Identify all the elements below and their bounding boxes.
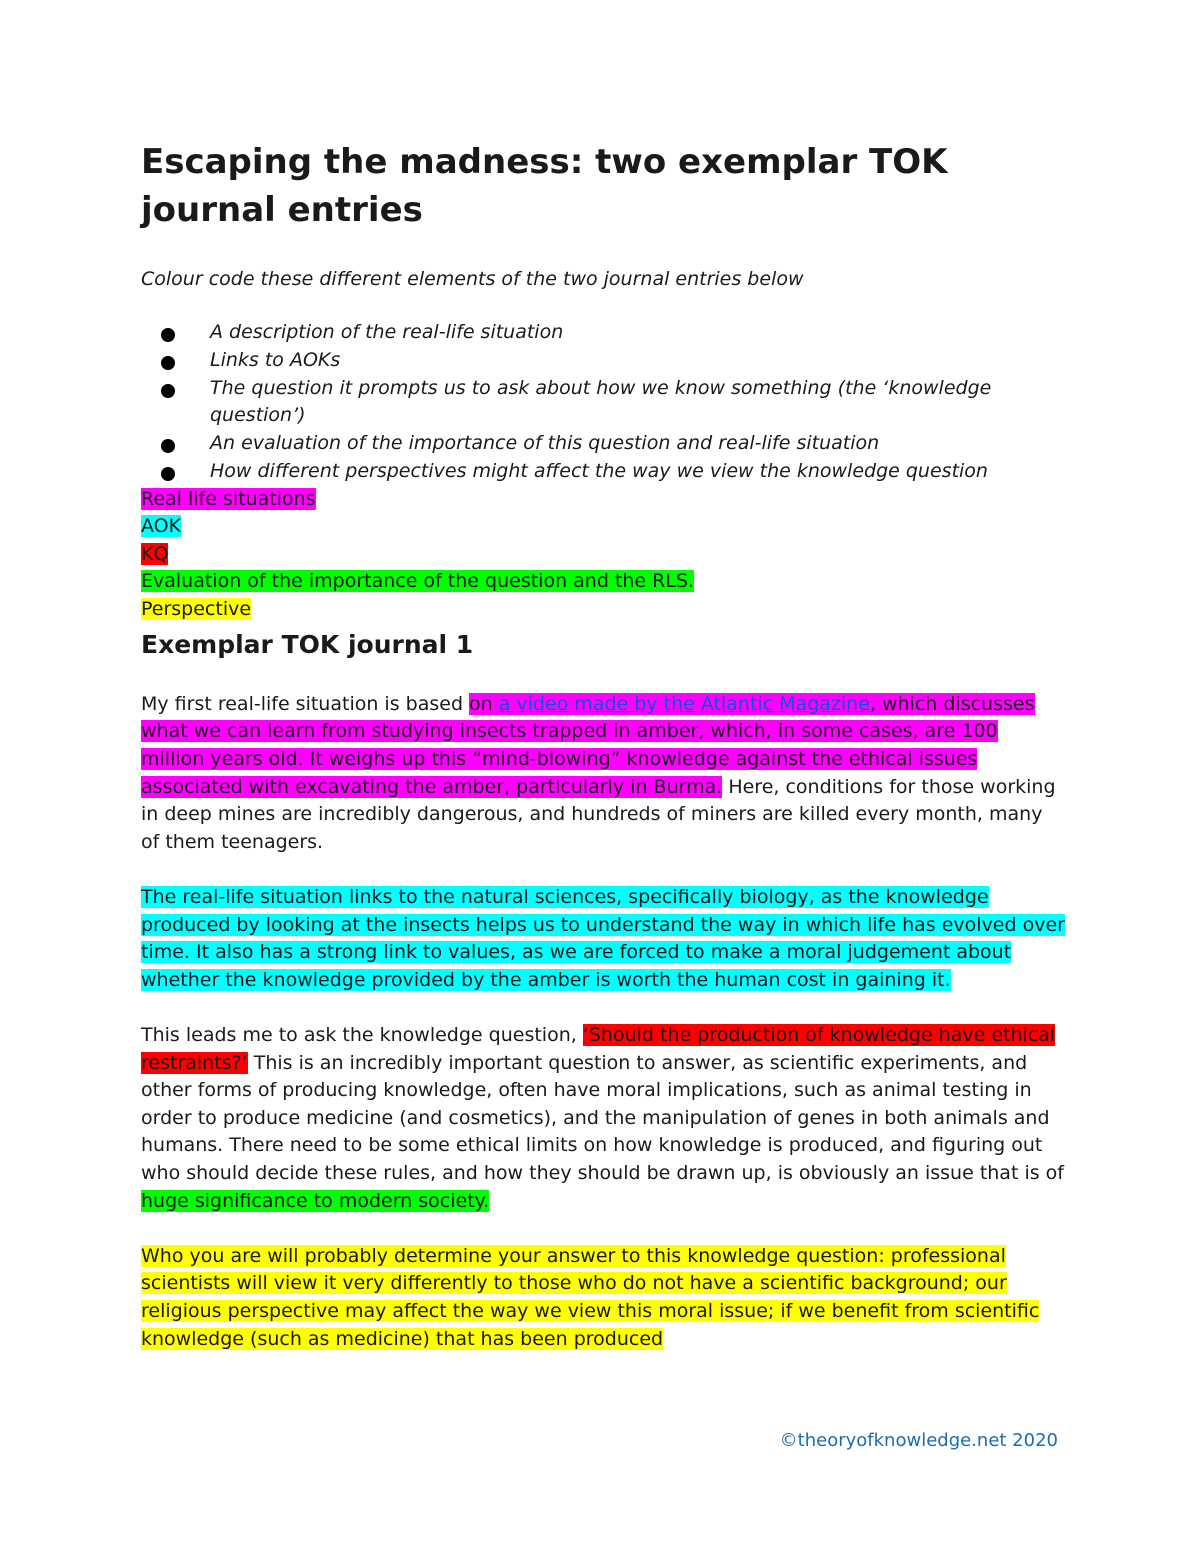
journal-1-paragraph-kq: This leads me to ask the knowledge question, ‘Should the production of knowledge have ethical restraints?’ This is an incredibly important question to answer, as scientific experiments, and other forms of producing knowledge, often have moral implications, such as animal testing in order to produce medicine (and cosmetics), and the manipulation of genes in both animals and humans. There need to be some ethical limits on how knowledge is produced, and figuring out who should decide these rules, and how they should be drawn up, is obviously an issue that is of huge significance to modern society. <box>141 1024 1064 1212</box>
document-title: Escaping the madness: two exemplar TOK journal entries <box>141 142 948 230</box>
instructions-text: Colour code these different elements of the two journal entries below <box>141 268 804 290</box>
legend-evaluation: Evaluation of the importance of the question and the RLS. <box>141 570 695 593</box>
list-item: Links to AOKs <box>141 347 1066 375</box>
journal-1-paragraph-aok: The real-life situation links to the natural sciences, specifically biology, as the knowledge produced by looking at the insects helps us to understand the way in which life has evolved over time. It also has a strong link to values, as we are forced to make a moral judgement about whether the knowledge provided by the amber is worth the human cost in gaining it. <box>141 886 1065 991</box>
colour-legend <box>141 486 1066 624</box>
bullet-icon <box>161 384 175 398</box>
legend-perspective: Perspective <box>141 597 252 620</box>
journal-1-heading: Exemplar TOK journal 1 <box>141 630 474 660</box>
list-item: An evaluation of the importance of this question and real-life situation <box>141 430 1066 458</box>
copyright-footer: ©theoryofknowledge.net 2020 <box>779 1430 1058 1451</box>
legend-aok: AOK <box>141 515 182 538</box>
bullet-icon <box>161 439 175 453</box>
list-item: How different perspectives might affect the way we view the knowledge question <box>141 458 1066 486</box>
bullet-icon <box>161 356 175 370</box>
list-item: A description of the real-life situation <box>141 319 1066 347</box>
evaluation-highlight: huge significance to modern society. <box>141 1189 490 1212</box>
journal-1-paragraph-rls: My first real-life situation is based on a video made by the Atlantic Magazine, which discusses what we can learn from studying insects trapped in amber, which, in some cases, are 100 million years old. It weighs up this “mind-blowing” knowledge against the ethical issues associated with excavating the amber, particularly in Burma. Here, conditions for those working in deep mines are incredibly dangerous, and hundreds of miners are killed every month, many of them teenagers. <box>141 692 1056 853</box>
element-bullet-list <box>141 319 1066 486</box>
legend-kq: KQ <box>141 542 169 565</box>
list-item: The question it prompts us to ask about how we know something (the ‘knowledge question’) <box>141 375 1066 431</box>
bullet-icon <box>161 328 175 342</box>
legend-rls: Real life situations <box>141 487 316 510</box>
journal-1-paragraph-perspective: Who you are will probably determine your answer to this knowledge question: professional scientists will view it very differently to those who do not have a scientific background; our religious perspective may affect the way we view this moral issue; if we benefit from scientific knowledge (such as medicine) that has been produced <box>141 1244 1040 1350</box>
bullet-icon <box>161 467 175 481</box>
knowledge-question: ‘Should the production of knowledge have ethical restraints?’ <box>141 1024 1056 1074</box>
atlantic-video-link[interactable]: a video made by the Atlantic Magazine <box>498 692 870 715</box>
document-page <box>141 138 1066 1353</box>
